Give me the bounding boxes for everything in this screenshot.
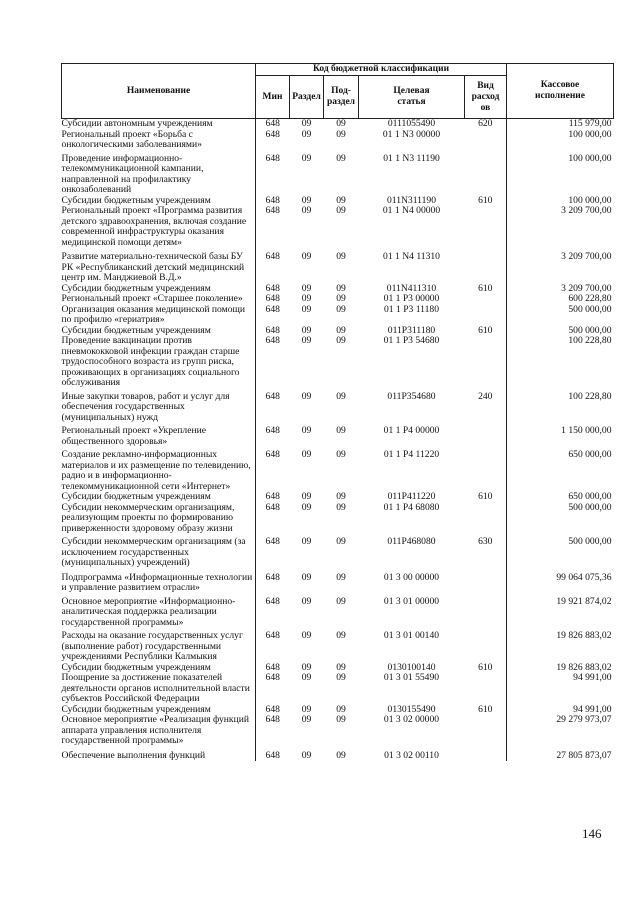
cell-podrazdel: 09 <box>336 282 346 294</box>
cell-amount: 500 000,00 <box>507 326 614 337</box>
cell-razdel: 09 <box>301 595 312 607</box>
header-min: Мин <box>256 76 290 119</box>
cell-razdel: 09 <box>301 118 312 129</box>
cell-name: Региональный проект «Программа развития детского здравоохранения, включая создание современной инфраструктуры оказания медицинской помощи детям» <box>62 206 256 248</box>
cell-name: Организация оказания медицинской помощи по профилю «гериатрия» <box>62 305 256 326</box>
cell-amount: 94 991,00 <box>507 673 614 705</box>
cell-target-article: 01 3 01 00140 <box>383 630 440 641</box>
cell-razdel: 09 <box>301 390 312 402</box>
cell-expense-type <box>465 503 507 535</box>
cell-podrazdel: 09 <box>336 491 346 502</box>
table-row <box>62 130 614 151</box>
cell-expense-type <box>465 336 507 389</box>
table-row <box>62 534 614 569</box>
cell-target-article: 01 3 02 00000 <box>383 714 440 725</box>
table-row <box>62 305 614 326</box>
cell-name: Субсидии бюджетным учреждениям <box>62 284 256 295</box>
cell-expense-type <box>465 151 507 196</box>
cell-razdel: 09 <box>301 205 312 216</box>
cell-expense-type: 240 <box>478 390 493 402</box>
header-name: Наименование <box>62 64 256 119</box>
cell-name: Региональный проект «Борьба с онкологическими заболеваниями» <box>62 130 256 151</box>
cell-target-article: 01 1 P4 68080 <box>383 501 440 513</box>
cell-target-article: 01 3 01 00000 <box>383 595 440 607</box>
cell-expense-type: 610 <box>478 194 493 206</box>
cell-podrazdel: 09 <box>336 118 346 129</box>
cell-name: Субсидии бюджетным учреждениям <box>62 492 256 503</box>
cell-podrazdel: 09 <box>336 714 346 725</box>
cell-expense-type <box>465 206 507 248</box>
header-podrazdel-label: Под- раздел <box>326 86 356 107</box>
cell-razdel: 09 <box>301 749 312 761</box>
cell-expense-type: 610 <box>478 661 493 673</box>
cell-min: 648 <box>265 491 280 502</box>
cell-razdel: 09 <box>301 335 312 346</box>
cell-name: Субсидии некоммерческим организациям, реализующим проекты по формированию приверженности здоровому образу жизни <box>62 503 256 535</box>
header-podrazdel <box>324 76 359 119</box>
cell-target-article: 0130100140 <box>387 661 436 673</box>
cell-podrazdel: 09 <box>336 194 346 206</box>
cell-min: 648 <box>265 293 280 304</box>
cell-amount: 3 209 700,00 <box>507 248 614 284</box>
cell-razdel: 09 <box>301 661 312 673</box>
cell-name: Региональный проект «Укрепление общественного здоровья» <box>62 423 256 447</box>
cell-expense-type <box>465 628 507 663</box>
cell-amount: 500 000,00 <box>507 534 614 569</box>
cell-podrazdel: 09 <box>336 749 346 761</box>
cell-razdel: 09 <box>301 303 312 315</box>
table-row <box>62 673 614 705</box>
cell-razdel: 09 <box>301 152 312 164</box>
cell-min: 648 <box>265 282 280 294</box>
cell-amount: 100 228,80 <box>507 336 614 389</box>
table-row <box>62 503 614 535</box>
cell-amount: 3 209 700,00 <box>507 284 614 295</box>
budget-table <box>61 63 614 761</box>
cell-min: 648 <box>265 194 280 206</box>
cell-expense-type: 610 <box>478 324 493 336</box>
cell-razdel: 09 <box>301 324 312 336</box>
cell-name: Региональный проект «Старшее поколение» <box>62 294 256 305</box>
cell-razdel: 09 <box>301 251 312 262</box>
cell-razdel: 09 <box>301 491 312 502</box>
table-row <box>62 423 614 447</box>
cell-amount: 19 826 883,02 <box>507 663 614 674</box>
cell-podrazdel: 09 <box>336 425 346 436</box>
table-row <box>62 628 614 663</box>
cell-min: 648 <box>265 205 280 216</box>
cell-expense-type <box>465 747 507 762</box>
cell-podrazdel: 09 <box>336 449 346 460</box>
cell-min: 648 <box>265 425 280 436</box>
cell-expense-type <box>465 447 507 492</box>
cell-podrazdel: 09 <box>336 205 346 216</box>
cell-amount: 29 279 973,07 <box>507 715 614 747</box>
cell-razdel: 09 <box>301 282 312 294</box>
cell-min: 648 <box>265 536 280 547</box>
cell-podrazdel: 09 <box>336 303 346 315</box>
cell-name: Расходы на оказание государственных услуг (выполнение работ) государственными учреждениями Республики Калмыкия <box>62 628 256 663</box>
cell-min: 648 <box>265 714 280 725</box>
cell-name: Субсидии бюджетным учреждениям <box>62 663 256 674</box>
cell-min: 648 <box>265 672 280 683</box>
budget-table-page <box>61 63 613 761</box>
cell-target-article: 011P411220 <box>387 491 436 502</box>
header-expense-type <box>465 76 507 119</box>
cell-expense-type <box>465 294 507 305</box>
header-expense-type-label: Вид расход ов <box>471 80 500 113</box>
cell-target-article: 01 3 02 00110 <box>384 749 439 761</box>
cell-target-article: 0130155490 <box>387 703 436 715</box>
cell-amount: 115 979,00 <box>507 119 614 130</box>
header-razdel: Раздел <box>290 76 324 119</box>
cell-target-article: 011N311190 <box>386 194 437 206</box>
cell-podrazdel: 09 <box>336 152 346 164</box>
cell-amount: 100 228,80 <box>507 389 614 424</box>
cell-name: Субсидии автономным учреждениям <box>62 119 256 130</box>
cell-podrazdel: 09 <box>336 128 346 140</box>
cell-min: 648 <box>265 390 280 402</box>
table-row <box>62 747 614 762</box>
cell-podrazdel: 09 <box>336 335 346 346</box>
cell-name: Проведение вакцинации против пневмококковой инфекции граждан старше трудоспособного возраста из групп риска, проживающих в организациях социального обслуживания <box>62 336 256 389</box>
cell-target-article: 01 1 N3 11190 <box>383 152 440 164</box>
cell-expense-type <box>465 594 507 629</box>
cell-target-article: 01 3 00 00000 <box>383 571 440 583</box>
cell-name: Субсидии бюджетным учреждениям <box>62 196 256 207</box>
header-cash-execution <box>507 64 614 119</box>
cell-expense-type <box>465 423 507 447</box>
cell-target-article: 011P354680 <box>387 390 436 402</box>
cell-name: Иные закупки товаров, работ и услуг для обеспечения государственных (муниципальных) нужд <box>62 389 256 424</box>
table-row <box>62 294 614 305</box>
cell-name: Поощрение за достижение показателей деятельности органов исполнительной власти субъектов Российской Федерации <box>62 673 256 705</box>
table-row <box>62 248 614 284</box>
cell-podrazdel: 09 <box>336 324 346 336</box>
cell-target-article: 01 3 01 55490 <box>383 672 440 683</box>
cell-target-article: 01 1 P3 00000 <box>383 293 440 304</box>
cell-name: Основное мероприятие «Реализация функций аппарата управления исполнителя государственной программы» <box>62 715 256 747</box>
cell-target-article: 011P311180 <box>387 324 436 336</box>
header-target-article <box>359 76 465 119</box>
cell-podrazdel: 09 <box>336 672 346 683</box>
cell-min: 648 <box>265 251 280 262</box>
cell-target-article: 011P468080 <box>387 536 436 547</box>
cell-min: 648 <box>265 128 280 140</box>
cell-name: Развитие материально-технической базы БУ РК «Республиканский детский медицинский центр им. Манджиевой В.Д.» <box>62 248 256 284</box>
cell-min: 648 <box>265 749 280 761</box>
cell-amount: 1 150 000,00 <box>507 423 614 447</box>
cell-razdel: 09 <box>301 703 312 715</box>
cell-expense-type: 630 <box>478 536 493 547</box>
table-body <box>62 119 614 762</box>
cell-min: 648 <box>265 303 280 315</box>
cell-expense-type <box>465 673 507 705</box>
cell-amount: 100 000,00 <box>507 151 614 196</box>
cell-expense-type <box>465 305 507 326</box>
cell-min: 648 <box>265 571 280 583</box>
table-row <box>62 119 614 130</box>
cell-amount: 100 000,00 <box>507 130 614 151</box>
table-row <box>62 492 614 503</box>
cell-podrazdel: 09 <box>336 536 346 547</box>
cell-min: 648 <box>265 152 280 164</box>
table-row <box>62 569 614 594</box>
cell-razdel: 09 <box>301 630 312 641</box>
cell-target-article: 01 1 P4 00000 <box>383 425 440 436</box>
header-cash-execution-label: Кассовое исполнение <box>535 80 585 101</box>
cell-razdel: 09 <box>301 501 312 513</box>
cell-target-article: 01 1 P4 11220 <box>383 449 440 460</box>
table-row <box>62 389 614 424</box>
cell-expense-type <box>465 248 507 284</box>
cell-target-article: 01 1 N4 00000 <box>382 205 441 216</box>
cell-min: 648 <box>265 449 280 460</box>
cell-name: Субсидии бюджетным учреждениям <box>62 326 256 337</box>
cell-expense-type: 610 <box>478 703 493 715</box>
cell-podrazdel: 09 <box>336 251 346 262</box>
cell-razdel: 09 <box>301 425 312 436</box>
cell-expense-type <box>465 569 507 594</box>
cell-amount: 100 000,00 <box>507 196 614 207</box>
cell-podrazdel: 09 <box>336 501 346 513</box>
table-row <box>62 715 614 747</box>
cell-amount: 500 000,00 <box>507 503 614 535</box>
cell-amount: 94 991,00 <box>507 705 614 716</box>
cell-razdel: 09 <box>301 672 312 683</box>
cell-amount: 99 064 075,36 <box>507 569 614 594</box>
cell-min: 648 <box>265 630 280 641</box>
table-row <box>62 206 614 248</box>
cell-amount: 3 209 700,00 <box>507 206 614 248</box>
cell-name: Основное мероприятие «Информационно-аналитическая поддержка реализации государственной программы» <box>62 594 256 629</box>
cell-name: Субсидии некоммерческим организациям (за исключением государственных (муниципальных) учреждений) <box>62 534 256 569</box>
cell-podrazdel: 09 <box>336 390 346 402</box>
cell-amount: 500 000,00 <box>507 305 614 326</box>
cell-name: Подпрограмма «Информационные технологии и управление развитием отрасли» <box>62 569 256 594</box>
header-budget-code-group: Код бюджетной классификации <box>256 64 507 76</box>
header-target-article-label: Целевая статья <box>393 86 430 107</box>
cell-name: Обеспечение выполнения функций <box>62 747 256 762</box>
cell-target-article: 01 1 N3 00000 <box>382 128 441 140</box>
cell-amount: 600 228,80 <box>507 294 614 305</box>
cell-amount: 19 826 883,02 <box>507 628 614 663</box>
cell-razdel: 09 <box>301 714 312 725</box>
page-number: 146 <box>582 826 602 841</box>
cell-razdel: 09 <box>301 571 312 583</box>
cell-name: Проведение информационно-телекоммуникационной кампании, направленной на профилактику онкозаболеваний <box>62 151 256 196</box>
cell-razdel: 09 <box>301 128 312 140</box>
cell-podrazdel: 09 <box>336 661 346 673</box>
cell-min: 648 <box>265 703 280 715</box>
table-row <box>62 447 614 492</box>
cell-min: 648 <box>265 595 280 607</box>
cell-razdel: 09 <box>301 536 312 547</box>
cell-min: 648 <box>265 335 280 346</box>
table-row <box>62 594 614 629</box>
cell-name: Создание рекламно-информационных материалов и их размещение по телевидению, радио и в информационно-телекоммуникационной сети «Интернет» <box>62 447 256 492</box>
cell-podrazdel: 09 <box>336 595 346 607</box>
cell-podrazdel: 09 <box>336 293 346 304</box>
cell-razdel: 09 <box>301 293 312 304</box>
cell-podrazdel: 09 <box>336 571 346 583</box>
cell-amount: 650 000,00 <box>507 492 614 503</box>
cell-expense-type <box>465 715 507 747</box>
table-row <box>62 151 614 196</box>
cell-amount: 19 921 874,02 <box>507 594 614 629</box>
cell-amount: 27 805 873,07 <box>507 747 614 762</box>
cell-podrazdel: 09 <box>336 630 346 641</box>
cell-target-article: 0111055490 <box>387 118 436 129</box>
cell-min: 648 <box>265 118 280 129</box>
cell-target-article: 011N411310 <box>386 282 437 294</box>
cell-podrazdel: 09 <box>336 703 346 715</box>
cell-expense-type: 610 <box>478 282 493 294</box>
cell-target-article: 01 1 P3 11180 <box>384 303 439 315</box>
cell-min: 648 <box>265 501 280 513</box>
cell-expense-type: 610 <box>478 491 493 502</box>
cell-razdel: 09 <box>301 449 312 460</box>
cell-expense-type <box>465 130 507 151</box>
cell-min: 648 <box>265 324 280 336</box>
cell-razdel: 09 <box>301 194 312 206</box>
cell-target-article: 01 1 N4 11310 <box>383 251 440 262</box>
cell-min: 648 <box>265 661 280 673</box>
cell-target-article: 01 1 P3 54680 <box>383 335 440 346</box>
cell-expense-type: 620 <box>478 118 493 129</box>
cell-amount: 650 000,00 <box>507 447 614 492</box>
table-row <box>62 336 614 389</box>
cell-name: Субсидии бюджетным учреждениям <box>62 705 256 716</box>
